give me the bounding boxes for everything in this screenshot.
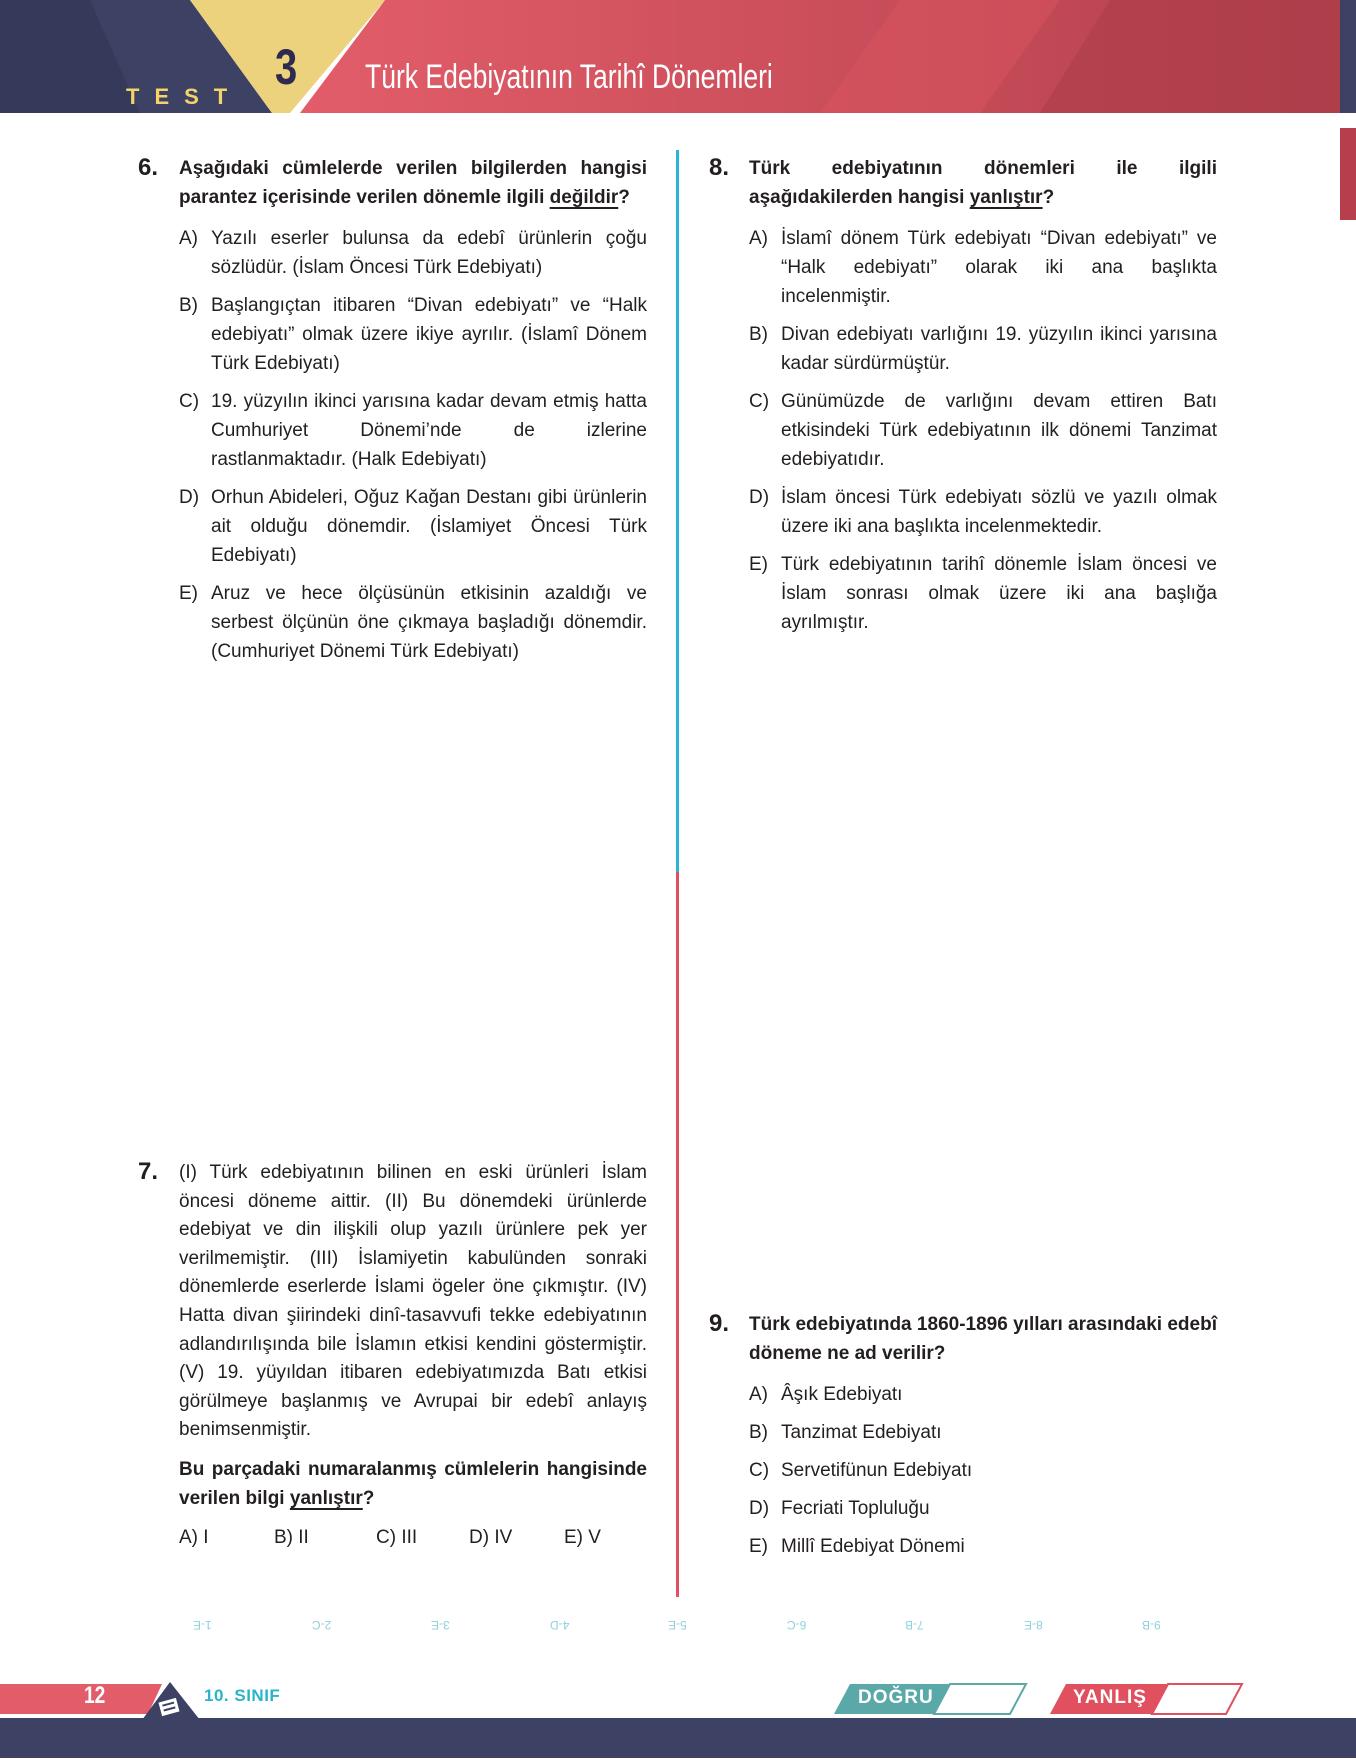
answer-key-item: 4-D bbox=[550, 1618, 570, 1632]
wrong-count-label: YANLIŞ bbox=[1073, 1687, 1147, 1708]
option-c[interactable]: C) Servetifünun Edebiyatı bbox=[749, 1460, 973, 1481]
answer-key-item: 9-B bbox=[1142, 1618, 1161, 1632]
column-divider-top bbox=[676, 150, 679, 872]
answer-options bbox=[179, 1527, 647, 1549]
option-c[interactable]: C) III bbox=[376, 1526, 418, 1548]
question-9 bbox=[749, 1310, 1217, 1570]
answer-key-item: 5-E bbox=[668, 1618, 687, 1632]
option-a[interactable]: A) İslamî dönem Türk edebiyatı “Divan edebiyatı” ve “Halk edebiyatı” olarak iki ana başlıkta incelenmiştir. bbox=[749, 228, 1217, 307]
option-e[interactable]: E) Türk edebiyatının tarihî dönemle İslam öncesi ve İslam sonrası olmak üzere iki ana başlığa ayrılmıştır. bbox=[749, 554, 1217, 633]
question-7 bbox=[179, 1159, 647, 1549]
test-number: 3 bbox=[275, 39, 298, 95]
answer-key-item: 6-C bbox=[787, 1618, 807, 1632]
negation-word: yanlıştır bbox=[289, 1487, 363, 1509]
question-stem: Türk edebiyatının dönemleri ile ilgili aşağıdakilerden hangisi yanlıştır? bbox=[749, 158, 1217, 208]
page-number: 12 bbox=[84, 1682, 106, 1709]
question-stem: Türk edebiyatında 1860-1896 yılları arasındaki edebî döneme ne ad verilir? bbox=[749, 1314, 1217, 1364]
test-label: TEST bbox=[126, 84, 243, 109]
answer-options bbox=[749, 224, 1217, 637]
page-footer bbox=[0, 1660, 1340, 1758]
answer-key-item: 7-B bbox=[905, 1618, 924, 1632]
option-d[interactable]: D) Orhun Abideleri, Oğuz Kağan Destanı gibi ürünlerin ait olduğu dönemdir. (İslamiyet Öncesi Türk Edebiyatı) bbox=[179, 487, 647, 566]
option-a[interactable]: A) Yazılı eserler bulunsa da edebî ürünlerin çoğu sözlüdür. (İslam Öncesi Türk Edebiyatı) bbox=[179, 228, 647, 278]
option-d[interactable]: D) Fecriati Topluluğu bbox=[749, 1498, 930, 1519]
question-number: 7. bbox=[138, 1158, 159, 1185]
option-a[interactable]: A) I bbox=[179, 1526, 209, 1548]
option-d[interactable]: D) IV bbox=[469, 1526, 513, 1548]
question-number: 6. bbox=[138, 154, 159, 181]
wrong-count-field[interactable] bbox=[1168, 1684, 1240, 1714]
question-8 bbox=[749, 154, 1217, 646]
column-divider-bottom bbox=[676, 872, 679, 1597]
page-title: Türk Edebiyatının Tarihî Dönemleri bbox=[365, 58, 773, 96]
correct-count-field[interactable] bbox=[950, 1684, 1024, 1714]
option-b[interactable]: B) II bbox=[274, 1526, 309, 1548]
grade-label: 10. SINIF bbox=[204, 1686, 281, 1705]
option-e[interactable]: E) Millî Edebiyat Dönemi bbox=[749, 1536, 965, 1557]
answer-key-item: 2-C bbox=[312, 1618, 332, 1632]
option-a[interactable]: A) Âşık Edebiyatı bbox=[749, 1384, 903, 1405]
option-b[interactable]: B) Başlangıçtan itibaren “Divan edebiyatı” ve “Halk edebiyatı” olmak üzere ikiye ayrılır. (İslamî Dönem Türk Edebiyatı) bbox=[179, 295, 647, 374]
option-e[interactable]: E) V bbox=[564, 1526, 601, 1548]
answer-options bbox=[179, 224, 647, 666]
option-c[interactable]: C) 19. yüzyılın ikinci yarısına kadar devam etmiş hatta Cumhuriyet Dönemi’nde de izlerine rastlanmaktadır. (Halk Edebiyatı) bbox=[179, 391, 647, 470]
option-c[interactable]: C) Günümüzde de varlığını devam ettiren Batı etkisindeki Türk edebiyatının ilk dönemi Tanzimat edebiyatıdır. bbox=[749, 391, 1217, 470]
option-e[interactable]: E) Aruz ve hece ölçüsünün etkisinin azaldığı ve serbest ölçünün öne çıkmaya başladığı dönemdir. (Cumhuriyet Dönemi Türk Edebiyatı) bbox=[179, 583, 647, 662]
option-b[interactable]: B) Divan edebiyatı varlığını 19. yüzyılın ikinci yarısına kadar sürdürmüştür. bbox=[749, 324, 1217, 374]
answer-key-item: 8-E bbox=[1024, 1618, 1043, 1632]
correct-count-label: DOĞRU bbox=[858, 1687, 934, 1708]
question-stem: Bu parçadaki numaralanmış cümlelerin hangisinde verilen bilgi yanlıştır? bbox=[179, 1458, 647, 1509]
option-b[interactable]: B) Tanzimat Edebiyatı bbox=[749, 1422, 942, 1443]
footer-graphics bbox=[0, 1660, 1340, 1758]
option-d[interactable]: D) İslam öncesi Türk edebiyatı sözlü ve yazılı olmak üzere iki ana başlıkta incelenmektedir. bbox=[749, 487, 1217, 537]
page-edge-strip bbox=[1340, 0, 1356, 1758]
question-passage: (I) Türk edebiyatının bilinen en eski ürünleri İslam öncesi döneme aittir. (II) Bu dönemdeki ürünlerde edebiyat ve din ilişkili olup yazılı ürünlere pek yer verilmemiştir. (III) İslamiyetin kabulünden sonraki dönemlerde eserlerde İslami ögeler öne çıkmıştır. (IV) Hatta divan şiirindeki dinî-tasavvufi tekke edebiyatının adlandırılışında bile İslamın etkisi kendini göstermiştir. (V) 19. yüyıldan itibaren edebiyatımızda Batı etkisi görülmeye başlanmış ve Avrupai bir edebî anlayış benimsenmiştir. bbox=[179, 1162, 647, 1441]
question-6 bbox=[179, 154, 647, 675]
page-header bbox=[0, 0, 1340, 113]
question-number: 9. bbox=[709, 1310, 730, 1337]
answer-key-item: 1-E bbox=[193, 1618, 212, 1632]
answer-key-item: 3-E bbox=[431, 1618, 450, 1632]
negation-word: yanlıştır bbox=[969, 187, 1043, 208]
answer-options bbox=[749, 1380, 1217, 1561]
negation-word: değildir bbox=[549, 187, 619, 208]
question-number: 8. bbox=[709, 154, 730, 181]
question-stem: Aşağıdaki cümlelerde verilen bilgilerden hangisi parantez içerisinde verilen dönemle ilgili değildir? bbox=[179, 158, 647, 208]
